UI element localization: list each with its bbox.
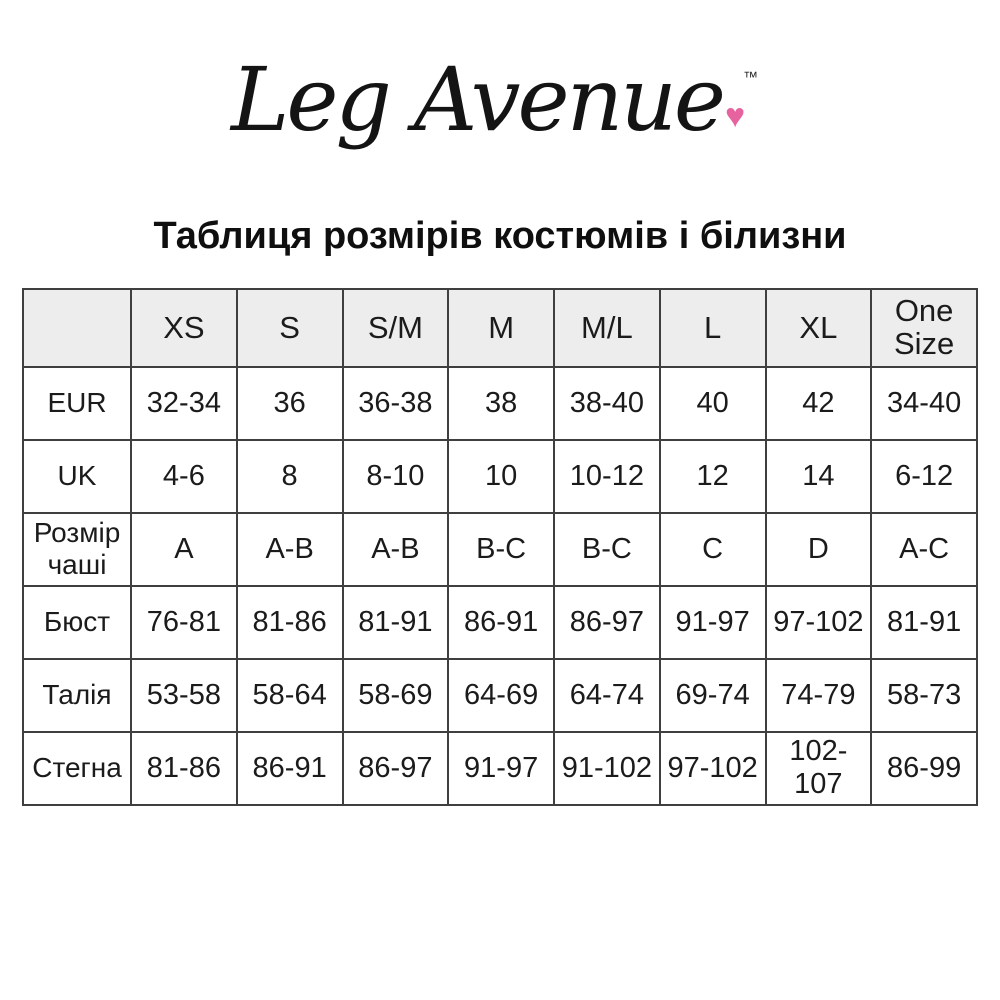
size-cell: 91-102 <box>554 732 660 805</box>
size-cell: 53-58 <box>131 659 237 732</box>
size-cell: 76-81 <box>131 586 237 659</box>
logo-mark <box>723 53 769 149</box>
size-table-head <box>23 289 977 367</box>
size-table-header-row <box>23 289 977 367</box>
row-label: EUR <box>23 367 131 440</box>
size-cell: 36-38 <box>343 367 449 440</box>
table-row <box>23 440 977 513</box>
row-label: Розмір чаші <box>23 513 131 586</box>
size-cell: 97-102 <box>660 732 766 805</box>
row-label: UK <box>23 440 131 513</box>
size-cell: 8 <box>237 440 343 513</box>
size-column-header: M/L <box>554 289 660 367</box>
size-cell: 10-12 <box>554 440 660 513</box>
size-table-body <box>23 367 977 805</box>
size-cell: 91-97 <box>660 586 766 659</box>
size-cell: 4-6 <box>131 440 237 513</box>
table-row <box>23 586 977 659</box>
size-cell: A-C <box>871 513 977 586</box>
size-cell: 81-86 <box>237 586 343 659</box>
size-cell: 81-86 <box>131 732 237 805</box>
size-table <box>22 288 978 806</box>
size-cell: 38 <box>448 367 554 440</box>
size-cell: 8-10 <box>343 440 449 513</box>
size-cell: 64-69 <box>448 659 554 732</box>
size-cell: 58-69 <box>343 659 449 732</box>
size-column-header: M <box>448 289 554 367</box>
size-column-header: XL <box>766 289 872 367</box>
brand-logo <box>0 0 1000 149</box>
size-cell: 86-97 <box>554 586 660 659</box>
brand-logo-text: Leg Avenue <box>230 48 724 151</box>
size-cell: 69-74 <box>660 659 766 732</box>
size-cell: 12 <box>660 440 766 513</box>
trademark-symbol: ™ <box>743 68 759 86</box>
size-cell: A <box>131 513 237 586</box>
row-label: Стегна <box>23 732 131 805</box>
size-cell: 81-91 <box>871 586 977 659</box>
size-cell: 42 <box>766 367 872 440</box>
size-cell: 34-40 <box>871 367 977 440</box>
size-column-header: L <box>660 289 766 367</box>
size-cell: 10 <box>448 440 554 513</box>
size-column-header: XS <box>131 289 237 367</box>
size-cell: 38-40 <box>554 367 660 440</box>
size-cell: A-B <box>237 513 343 586</box>
size-column-header: S <box>237 289 343 367</box>
size-cell: 58-64 <box>237 659 343 732</box>
table-row <box>23 513 977 586</box>
size-column-header: S/M <box>343 289 449 367</box>
size-cell: 97-102 <box>766 586 872 659</box>
size-cell: 40 <box>660 367 766 440</box>
size-cell: 91-97 <box>448 732 554 805</box>
size-cell: 74-79 <box>766 659 872 732</box>
corner-cell <box>23 289 131 367</box>
size-cell: 86-97 <box>343 732 449 805</box>
size-cell: B-C <box>448 513 554 586</box>
size-cell: 64-74 <box>554 659 660 732</box>
row-label: Бюст <box>23 586 131 659</box>
size-cell: 32-34 <box>131 367 237 440</box>
table-row <box>23 659 977 732</box>
size-cell: 14 <box>766 440 872 513</box>
size-cell: D <box>766 513 872 586</box>
table-row <box>23 732 977 805</box>
size-column-header: One Size <box>871 289 977 367</box>
size-cell: 81-91 <box>343 586 449 659</box>
size-cell: A-B <box>343 513 449 586</box>
heart-icon: ♥ <box>725 96 746 135</box>
size-cell: 58-73 <box>871 659 977 732</box>
size-cell: B-C <box>554 513 660 586</box>
row-label: Талія <box>23 659 131 732</box>
size-cell: 86-99 <box>871 732 977 805</box>
size-cell: 86-91 <box>448 586 554 659</box>
size-cell: C <box>660 513 766 586</box>
page-title: Таблиця розмірів костюмів і білизни <box>153 214 847 257</box>
size-cell: 102-107 <box>766 732 872 805</box>
size-cell: 86-91 <box>237 732 343 805</box>
size-cell: 36 <box>237 367 343 440</box>
size-cell: 6-12 <box>871 440 977 513</box>
table-row <box>23 367 977 440</box>
